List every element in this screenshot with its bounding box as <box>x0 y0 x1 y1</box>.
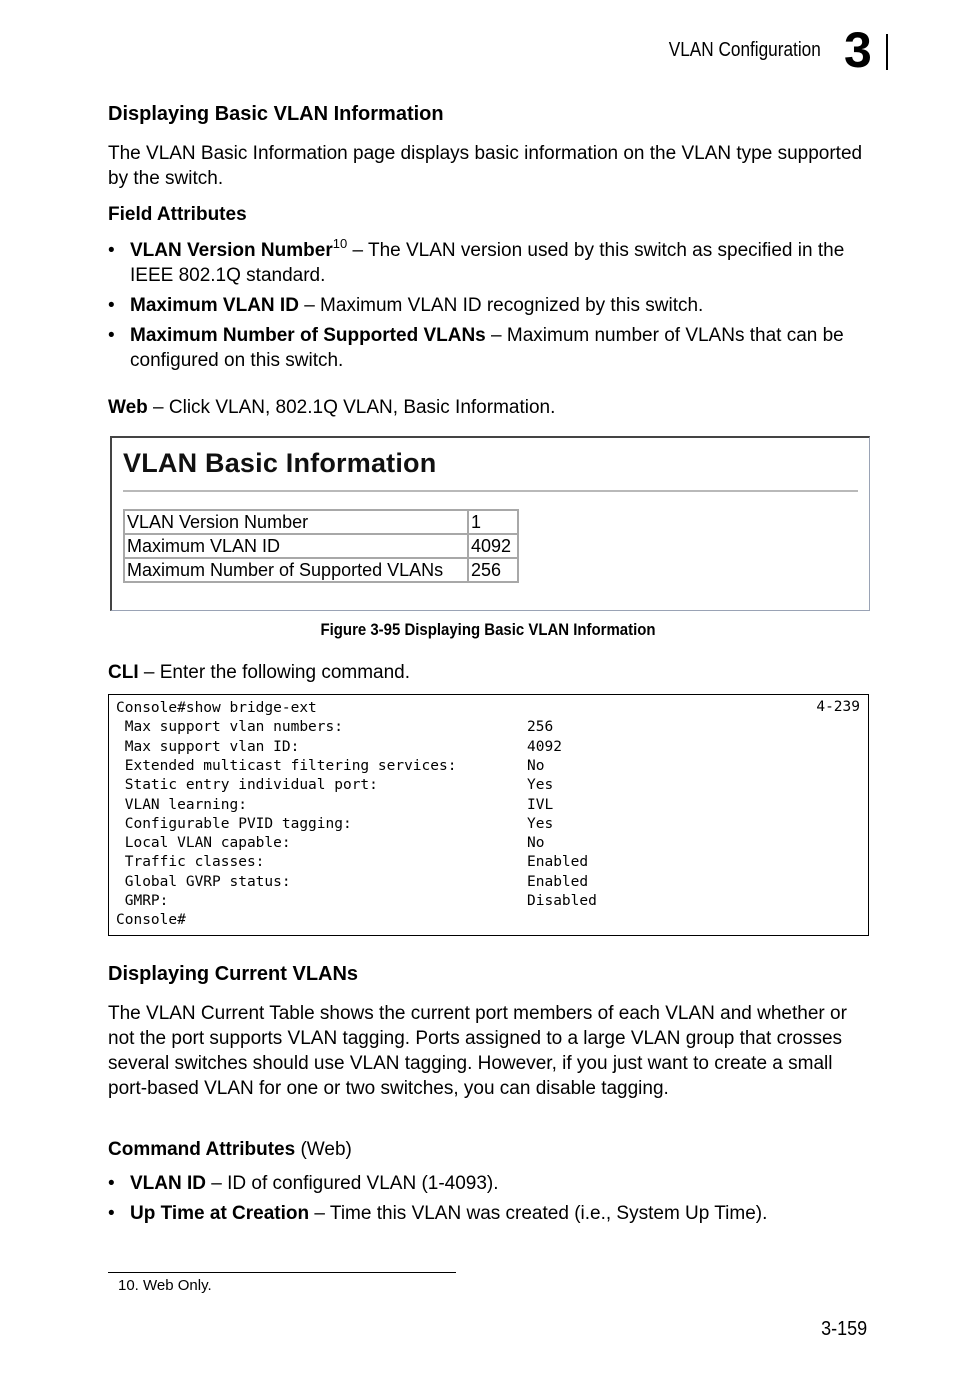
cli-key: VLAN learning: <box>116 796 247 813</box>
cli-text: – Enter the following command. <box>138 662 411 683</box>
term: Maximum VLAN ID <box>130 295 299 316</box>
cli-line <box>116 815 816 834</box>
command-attributes-list <box>108 1171 848 1231</box>
figure-page-title: VLAN Basic Information <box>123 448 437 478</box>
cli-line <box>116 796 816 815</box>
cli-key: Configurable PVID tagging: <box>116 815 352 832</box>
cli-reference: 4-239 <box>816 699 860 715</box>
cli-line <box>116 776 816 795</box>
cli-key: Max support vlan numbers: <box>116 719 343 736</box>
desc: – ID of configured VLAN (1-4093). <box>206 1173 499 1194</box>
section-heading-basic-vlan: Displaying Basic VLAN Information <box>108 103 444 125</box>
field-attributes-heading: Field Attributes <box>108 204 247 225</box>
list-item <box>108 238 848 288</box>
list-item <box>108 323 848 373</box>
cli-value: Yes <box>527 777 554 794</box>
term: Up Time at Creation <box>130 1203 310 1224</box>
page-number: 3-159 <box>820 1318 867 1340</box>
cli-key: Static entry individual port: <box>116 777 378 794</box>
cli-label: CLI <box>108 662 139 683</box>
heading-suffix: (Web) <box>295 1139 352 1160</box>
table-row <box>124 558 518 582</box>
cli-line <box>116 853 816 872</box>
desc: – Maximum number of VLANs that can be configured on this switch. <box>130 325 844 371</box>
list-item <box>108 293 848 318</box>
desc: – Time this VLAN was created (i.e., System Up Time). <box>309 1203 768 1224</box>
footnote: 10. Web Only. <box>118 1277 212 1294</box>
cli-key: Max support vlan ID: <box>116 738 300 755</box>
cli-key: Local VLAN capable: <box>116 835 291 852</box>
vlan-info-table <box>123 509 519 583</box>
cli-line <box>116 873 816 892</box>
table-row <box>124 510 518 534</box>
cli-value: No <box>527 835 545 852</box>
footnote-rule <box>108 1272 456 1273</box>
cli-output-box <box>108 694 869 936</box>
cli-line <box>116 757 816 776</box>
desc: – The VLAN version used by this switch as specified in the IEEE 802.1Q standard. <box>130 240 845 286</box>
running-header: VLAN Configuration <box>668 39 821 61</box>
cli-value: Disabled <box>527 893 597 909</box>
section-intro: The VLAN Basic Information page displays basic information on the VLAN type supported by the switch. <box>108 143 863 189</box>
command-attributes-heading <box>108 1139 352 1161</box>
header-rule <box>886 34 888 70</box>
cli-value: Enabled <box>527 873 589 890</box>
term: VLAN ID <box>130 1173 206 1194</box>
desc: – Maximum VLAN ID recognized by this switch. <box>298 295 704 316</box>
row-label: Maximum VLAN ID <box>124 534 468 558</box>
table-row <box>124 534 518 558</box>
cli-key: Traffic classes: <box>116 854 265 871</box>
cli-key: GMRP: <box>116 893 169 909</box>
row-label: Maximum Number of Supported VLANs <box>124 558 468 582</box>
row-value: 1 <box>468 510 518 534</box>
cli-command: Console#show bridge-ext <box>116 700 317 716</box>
cli-value: 4092 <box>527 738 562 755</box>
figure-caption: Figure 3-95 Displaying Basic VLAN Information <box>320 620 656 639</box>
web-text: – Click VLAN, 802.1Q VLAN, Basic Information. <box>147 397 556 418</box>
cli-line <box>116 718 816 737</box>
web-instruction <box>108 397 555 419</box>
cli-value: No <box>527 757 545 774</box>
row-label: VLAN Version Number <box>124 510 468 534</box>
footnote-ref: 10 <box>332 236 348 251</box>
cli-value: Yes <box>527 815 554 832</box>
vlan-basic-info-screenshot <box>110 436 870 611</box>
field-attributes-list <box>108 238 848 378</box>
web-label: Web <box>108 397 148 418</box>
cli-value: 256 <box>527 719 554 736</box>
cli-value: IVL <box>527 796 554 813</box>
row-value: 256 <box>468 558 518 582</box>
term: Maximum Number of Supported VLANs <box>130 325 486 346</box>
list-item <box>108 1201 848 1226</box>
cli-key: Global GVRP status: <box>116 873 291 890</box>
list-item <box>108 1171 848 1196</box>
cli-instruction <box>108 662 410 684</box>
cli-line <box>116 892 816 911</box>
row-value: 4092 <box>468 534 518 558</box>
cli-value: Enabled <box>527 854 589 871</box>
cli-line <box>116 834 816 853</box>
term: VLAN Version Number <box>130 240 333 261</box>
cli-line <box>116 738 816 757</box>
section-heading-current-vlans: Displaying Current VLANs <box>108 963 359 985</box>
section-intro: The VLAN Current Table shows the current port members of each VLAN and whether or not the port supports VLAN tagging. Ports assigned to a large VLAN group that crosses several switches should use VLAN tagging. However, if you just want to create a small port-based VLAN for one or two switches, you can disable tagging. <box>108 1003 847 1099</box>
heading-text: Command Attributes <box>108 1139 296 1160</box>
chapter-number: 3 <box>844 22 872 78</box>
figure-divider <box>123 490 858 492</box>
cli-prompt: Console# <box>116 912 186 929</box>
cli-key: Extended multicast filtering services: <box>116 757 457 774</box>
